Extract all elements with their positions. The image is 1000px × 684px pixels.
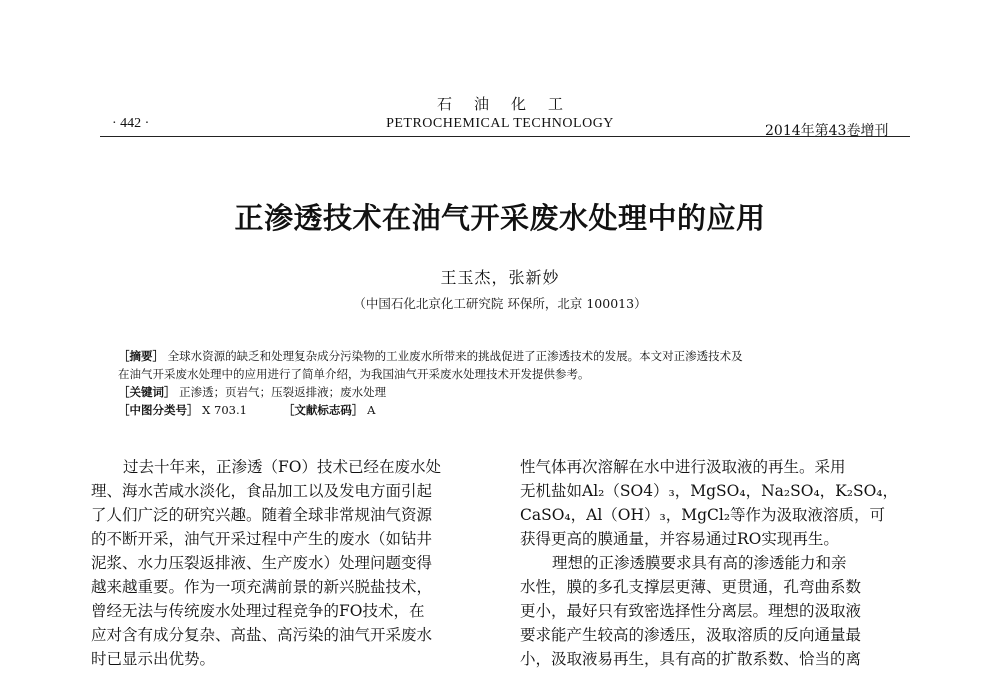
page-number: · 442 · bbox=[112, 116, 150, 131]
journal-name-en: PETROCHEMICAL TECHNOLOGY bbox=[386, 116, 614, 131]
body-line: 获得更高的膜通量，并容易通过RO实现再生。 bbox=[520, 530, 839, 548]
affiliation: （中国石化北京化工研究院 环保所，北京 100013） bbox=[353, 296, 647, 311]
body-line: 更小，最好只有致密选择性分离层。理想的汲取液 bbox=[520, 602, 862, 620]
keywords-label: ［关键词］ bbox=[118, 385, 176, 399]
doc-code-value: A bbox=[367, 403, 376, 417]
body-line: 越来越重要。作为一项充满前景的新兴脱盐技术， bbox=[91, 578, 433, 596]
body-line: 水性，膜的多孔支撑层更薄、更贯通，孔弯曲系数 bbox=[520, 578, 862, 596]
body-line: CaSO₄，Al（OH）₃，MgCl₂等作为汲取液溶质，可 bbox=[520, 506, 886, 524]
abstract-label: ［摘要］ bbox=[118, 349, 164, 363]
body-line: 时已显示出优势。 bbox=[91, 650, 216, 668]
body-line: 小，汲取液易再生，具有高的扩散系数、恰当的离 bbox=[520, 650, 862, 668]
body-line: 过去十年来，正渗透（FO）技术已经在废水处 bbox=[123, 458, 441, 476]
abstract-line-2: 在油气开采废水处理中的应用进行了简单介绍，为我国油气开采废水处理技术开发提供参考。 bbox=[118, 367, 590, 381]
abstract-line-1: ［摘要］ 全球水资源的缺乏和处理复杂成分污染物的工业废水所带来的挑战促进了正渗透技术的发展。本文对正渗透技术及 bbox=[118, 349, 743, 363]
article-title: 正渗透技术在油气开采废水处理中的应用 bbox=[234, 201, 766, 235]
keywords: 正渗透；页岩气；压裂返排液；废水处理 bbox=[179, 385, 387, 399]
body-line: 应对含有成分复杂、高盐、高污染的油气开采废水 bbox=[91, 626, 433, 644]
classification-line bbox=[118, 401, 878, 419]
body-line: 曾经无法与传统废水处理过程竞争的FO技术，在 bbox=[91, 602, 425, 620]
issue-info: 2014年第43卷增刊 bbox=[765, 123, 889, 139]
body-line: 无机盐如Al₂（SO4）₃，MgSO₄，Na₂SO₄，K₂SO₄， bbox=[520, 482, 898, 500]
class-label: ［中图分类号］ bbox=[118, 403, 199, 417]
keywords-line bbox=[118, 383, 878, 401]
body-line: 的不断开采，油气开采过程中产生的废水（如钻井 bbox=[91, 530, 433, 548]
body-line: 泥浆、水力压裂返排液、生产废水）处理问题变得 bbox=[91, 554, 433, 572]
body-line: 理想的正渗透膜要求具有高的渗透能力和亲 bbox=[552, 554, 847, 572]
body-column-right bbox=[520, 455, 915, 671]
body-column-left bbox=[91, 455, 491, 671]
doc-code-label: ［文献标志码］ bbox=[282, 403, 364, 417]
header-rule bbox=[100, 136, 910, 137]
body-line: 性气体再次溶解在水中进行汲取液的再生。采用 bbox=[520, 458, 846, 476]
authors: 王玉杰，张新妙 bbox=[440, 268, 560, 287]
class-value: X 703.1 bbox=[202, 403, 247, 417]
body-line: 了人们广泛的研究兴趣。随着全球非常规油气资源 bbox=[91, 506, 433, 524]
body-line: 理、海水苦咸水淡化，食品加工以及发电方面引起 bbox=[91, 482, 433, 500]
journal-name-cn: 石油化工 bbox=[436, 95, 585, 113]
body-line: 要求能产生较高的渗透压，汲取溶质的反向通量最 bbox=[520, 626, 862, 644]
abstract-block bbox=[118, 347, 878, 419]
